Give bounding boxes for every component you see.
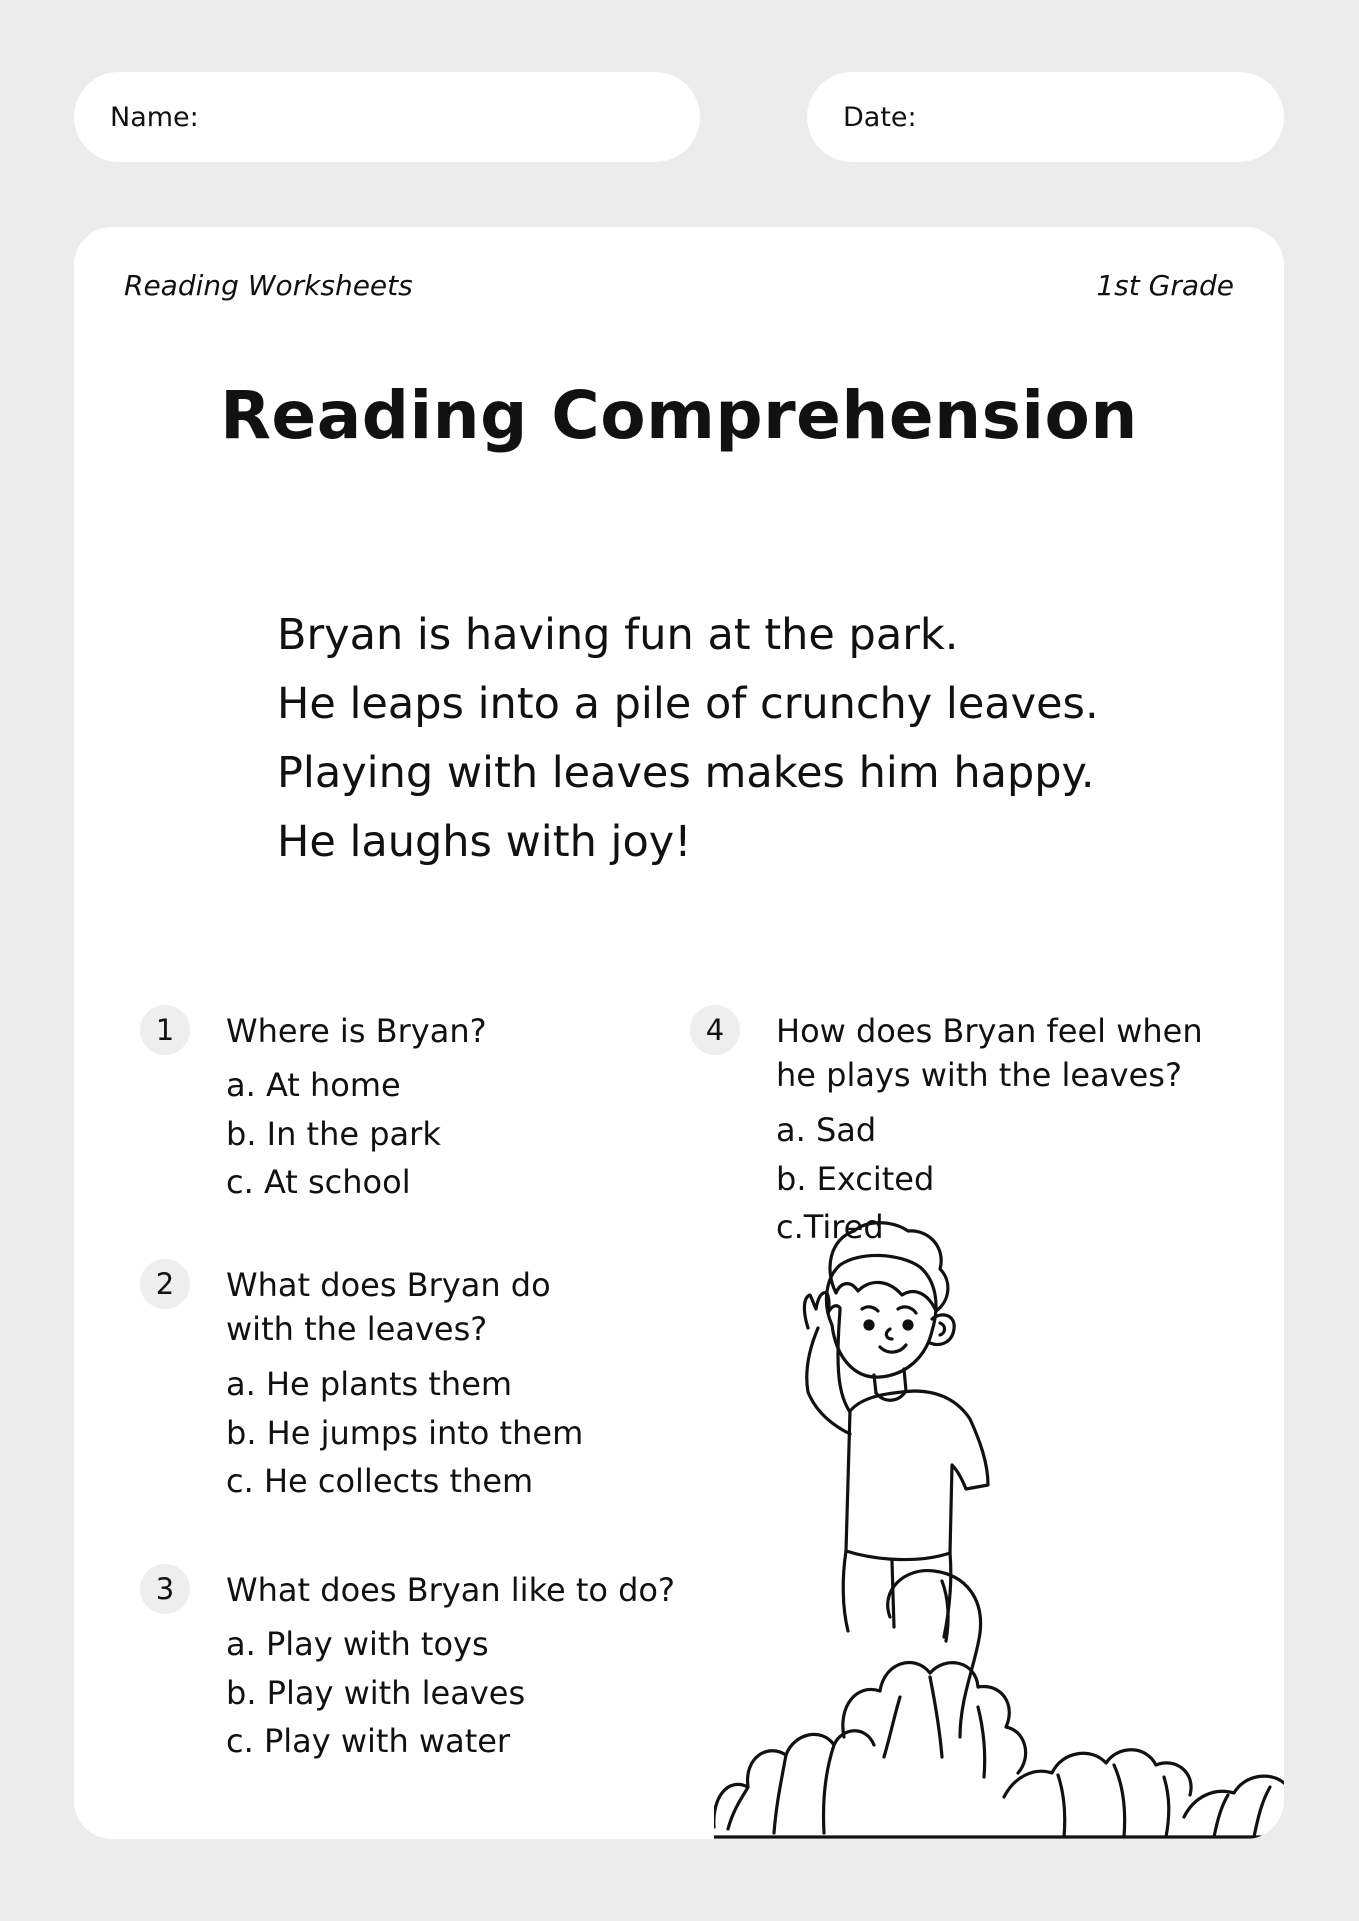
story-line: Playing with leaves makes him happy.: [277, 748, 1095, 798]
answer-options: [226, 1620, 525, 1766]
question-number-badge: 1: [140, 1005, 190, 1055]
question-number-badge: 2: [140, 1259, 190, 1309]
date-field[interactable]: [807, 72, 1284, 162]
question-text: [776, 1009, 1203, 1097]
answer-option[interactable]: b. Play with leaves: [226, 1673, 526, 1712]
question-text: [226, 1568, 675, 1612]
answer-option[interactable]: a. Play with toys: [226, 1625, 489, 1663]
question-text-line: What does Bryan like to do?: [226, 1571, 675, 1609]
date-label: Date:: [843, 101, 917, 133]
answer-option[interactable]: c. Play with water: [226, 1722, 511, 1760]
answer-option[interactable]: a. At home: [226, 1066, 401, 1104]
answer-option[interactable]: a. Sad: [776, 1111, 877, 1149]
answer-option[interactable]: c.Tired: [776, 1208, 884, 1246]
worksheet-card: [74, 227, 1284, 1839]
answer-option[interactable]: c. At school: [226, 1163, 411, 1201]
answer-option[interactable]: b. In the park: [226, 1114, 441, 1153]
name-field[interactable]: [74, 72, 700, 162]
story-line: He laughs with joy!: [277, 817, 692, 867]
name-label: Name:: [110, 101, 199, 133]
story-passage: [277, 601, 1099, 877]
answer-option[interactable]: a. He plants them: [226, 1365, 513, 1403]
question-text-line: How does Bryan feel when: [776, 1012, 1203, 1050]
boy-waving-in-leaves-illustration: [714, 1197, 1284, 1839]
question-text-line: What does Bryan do: [226, 1266, 551, 1304]
grade-level: 1st Grade: [1096, 269, 1234, 302]
answer-option[interactable]: c. He collects them: [226, 1462, 534, 1500]
question-text-line: Where is Bryan?: [226, 1012, 487, 1050]
answer-options: [226, 1360, 583, 1506]
worksheet-category: Reading Worksheets: [124, 269, 413, 302]
question-number-badge: 4: [690, 1005, 740, 1055]
question-text-line: he plays with the leaves?: [776, 1056, 1182, 1094]
answer-options: [226, 1061, 441, 1207]
question-text: [226, 1263, 551, 1351]
question-text-line: with the leaves?: [226, 1310, 488, 1348]
answer-option[interactable]: b. He jumps into them: [226, 1413, 584, 1452]
page-title: Reading Comprehension: [220, 377, 1138, 454]
question-text: [226, 1009, 487, 1053]
story-line: Bryan is having fun at the park.: [277, 610, 959, 660]
story-line: He leaps into a pile of crunchy leaves.: [277, 679, 1099, 729]
question-number-badge: 3: [140, 1564, 190, 1614]
answer-option[interactable]: b. Excited: [776, 1159, 935, 1198]
